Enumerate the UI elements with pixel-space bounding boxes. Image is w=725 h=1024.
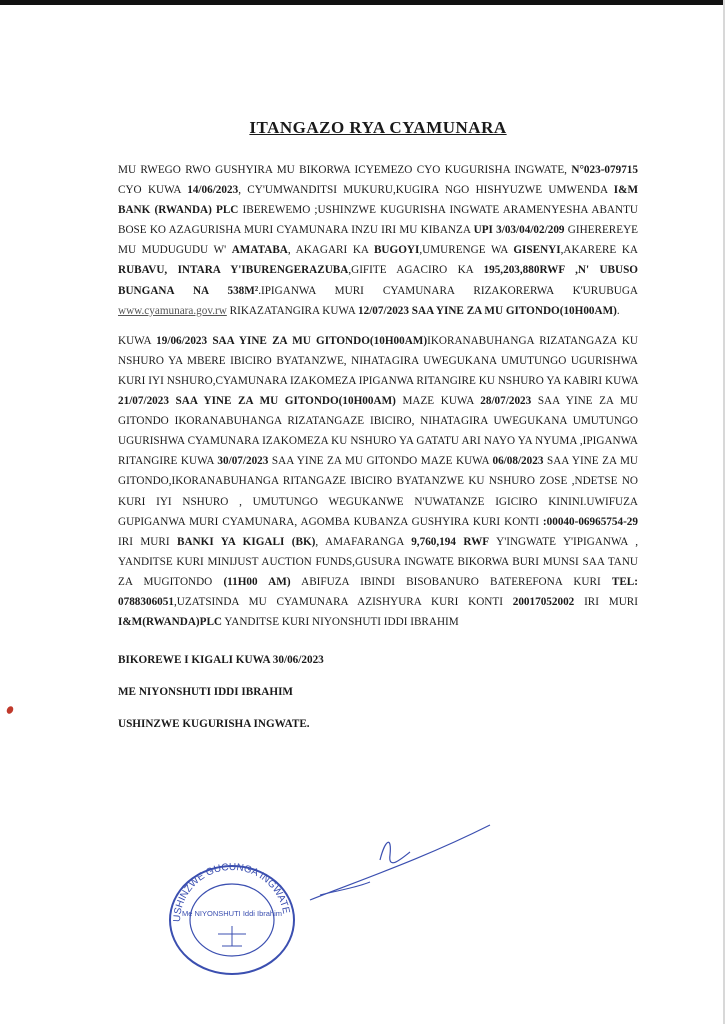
stamp-ring-text: USHINZWE GUCUNGA INGWATE bbox=[171, 861, 292, 923]
first-result-date: 19/06/2023 SAA YINE ZA MU GITONDO(10H00AM) bbox=[156, 334, 428, 347]
upi-number: UPI 3/03/04/02/209 bbox=[473, 224, 565, 237]
text: , AKAGARI KA bbox=[287, 244, 374, 257]
document-page bbox=[118, 118, 638, 750]
stamp-center-text: Me NIYONSHUTI Iddi Ibrahim bbox=[181, 909, 283, 918]
text: , CY'UMWANDITSI MUKURU,KUGIRA NGO HISHYUZWE UMWENDA bbox=[238, 184, 614, 197]
place-date: BIKOREWE I KIGALI KUWA 30/06/2023 bbox=[118, 654, 324, 667]
decision-date: 14/06/2023 bbox=[187, 184, 239, 197]
text: ,UZATSINDA MU CYAMUNARA AZISHYURA KURI KONTI bbox=[173, 595, 513, 608]
text: . bbox=[616, 304, 620, 317]
text: MU RWEGO RWO GUSHYIRA MU BIKORWA ICYEMEZO CYO KUGURISHA INGWATE, bbox=[118, 164, 572, 176]
text: , AMAFARANGA bbox=[315, 535, 412, 548]
text: ,GIFITE AGACIRO KA bbox=[348, 264, 484, 277]
final-result-date: 06/08/2023 bbox=[492, 455, 544, 468]
district-province: RUBAVU, INTARA Y'IBURENGERAZUBA bbox=[118, 264, 349, 277]
deposit-bank: BANKI YA KIGALI (BK) bbox=[177, 535, 316, 548]
text: IRI MURI bbox=[574, 595, 638, 608]
document-title: ITANGAZO RYA CYAMUNARA bbox=[249, 118, 507, 137]
official-stamp bbox=[158, 856, 306, 978]
cell-name: BUGOYI bbox=[373, 244, 420, 257]
text: SAA YINE ZA MU GITONDO IKORANABUHANGA RIZATANGAZE IBICIRO, NIHATAGIRA UWEGUKANA UMUTUNGO UGURISHWA CYAMUNARA IZAKOMEZA KU NSHURO YA GATATU ARI NAYO YA NYUMA ,IPIGANWA RITANGIRE KUWA bbox=[118, 395, 638, 468]
deposit-amount: 9,760,194 RWF bbox=[411, 535, 490, 548]
text: ,AKARERE KA bbox=[560, 244, 638, 257]
third-round-date: 30/07/2023 bbox=[217, 455, 269, 468]
village-name: AMATABA bbox=[231, 244, 288, 257]
red-ink-mark bbox=[5, 705, 14, 715]
text: SAA YINE ZA MU GITONDO MAZE KUWA bbox=[268, 455, 493, 468]
second-result-date: 28/07/2023 bbox=[480, 395, 532, 408]
paragraph-schedule bbox=[118, 331, 638, 632]
text: .IPIGANWA MURI CYAMUNARA RIZAKORERWA K'URUBUGA bbox=[258, 284, 638, 297]
deposit-account: :00040-06965754-29 bbox=[542, 515, 638, 528]
text: CYO KUWA bbox=[118, 184, 188, 197]
text: IBEREWEMO ;USHINZWE KUGURISHA INGWATE ARAMENYESHA ABANTU BOSE KO AZAGURISHA MURI CYAMUNARA INZU IRI MU KIBANZA bbox=[118, 204, 638, 237]
signatory-name: ME NIYONSHUTI IDDI IBRAHIM bbox=[118, 686, 293, 699]
bank-name: I&M BANK (RWANDA) PLC bbox=[118, 184, 639, 217]
text: KUWA bbox=[118, 334, 157, 347]
text: Y'INGWATE Y'IPIGANWA , YANDITSE KURI MINIJUST AUCTION FUNDS,GUSURA INGWATE BIKORWA BURI MUNSI SAA TANU ZA MUGITONDO bbox=[118, 535, 638, 588]
second-round-date: 21/07/2023 SAA YINE ZA MU GITONDO(10H00AM) bbox=[118, 395, 396, 408]
paragraph-notice bbox=[118, 160, 638, 321]
handwritten-signature bbox=[300, 800, 500, 910]
signoff-block bbox=[118, 654, 638, 730]
auction-start: 12/07/2023 SAA YINE ZA MU GITONDO(10H00AM) bbox=[358, 304, 617, 317]
text: IRI MURI bbox=[118, 535, 178, 548]
payment-bank: I&M(RWANDA)PLC bbox=[118, 616, 223, 629]
phone-number: TEL: 0788306051 bbox=[118, 575, 638, 608]
text: ABIFUZA IBINDI BISOBANURO BATEREFONA KURI bbox=[290, 575, 612, 588]
scan-top-edge bbox=[0, 0, 725, 5]
text: YANDITSE KURI NIYONSHUTI IDDI IBRAHIM bbox=[222, 616, 459, 629]
visit-time: (11H00 AM) bbox=[223, 575, 291, 588]
reference-number: N°023-079715 bbox=[571, 164, 638, 176]
text: GIHEREREYE MU MUDUGUDU W' bbox=[118, 224, 638, 257]
text: ,UMURENGE WA bbox=[419, 244, 514, 257]
signatory-role: USHINZWE KUGURISHA INGWATE. bbox=[118, 718, 310, 731]
website-link[interactable]: www.cyamunara.gov.rw bbox=[118, 304, 227, 317]
text: IKORANABUHANGA RIZATANGAZA KU NSHURO YA MBERE IBICIRO BYATANZWE, NIHATAGIRA UWEGUKANA UMUTUNGO UGURISHWA KURI IYI NSHURO,CYAMUNARA IZAKOMEZA IPIGANWA RITANGIRE KU NSHURO YA KABIRI KUWA bbox=[118, 334, 638, 387]
payment-account: 20017052002 bbox=[512, 595, 575, 608]
property-value: 195,203,880RWF ,N' UBUSO BUNGANA NA 538M² bbox=[118, 264, 638, 297]
text: RIKAZATANGIRA KUWA bbox=[226, 304, 359, 317]
text: SAA YINE ZA MU GITONDO,IKORANABUHANGA RITANGAZE IBICIRO BYATANZWE KU NSHURO ZOSE ,NDETSE NO KURI IYI NSHURO , UMUTUNGO WEGUKANWE N'UWATANZE IGICIRO KININI.UWIFUZA GUPIGANWA MURI CYAMUNARA, AGOMBA KUBANZA GUSHYIRA KURI KONTI bbox=[118, 455, 638, 528]
text: MAZE KUWA bbox=[395, 395, 481, 408]
sector-name: GISENYI bbox=[513, 244, 561, 257]
